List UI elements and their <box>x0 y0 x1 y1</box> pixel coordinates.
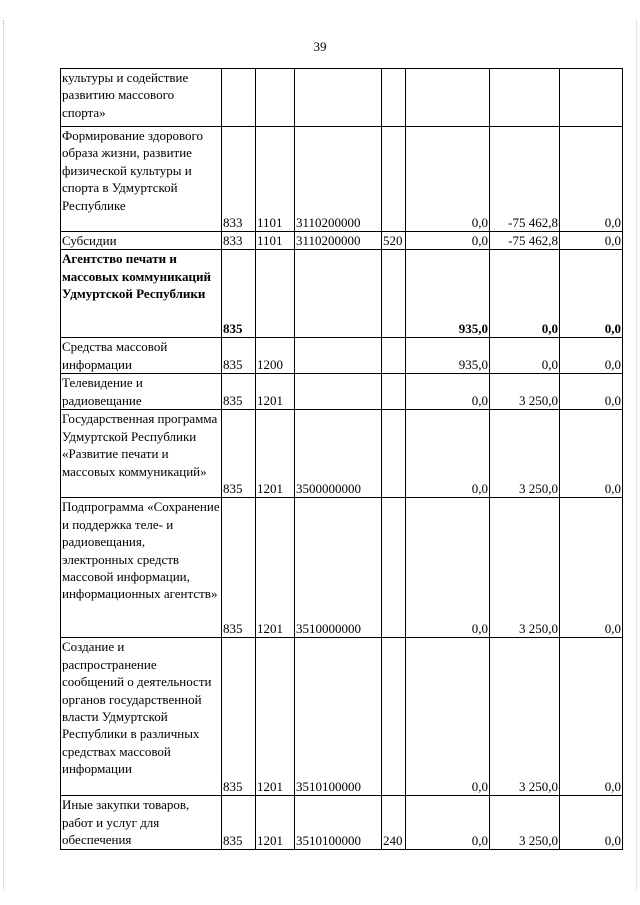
cell-csr: 3510000000 <box>295 498 382 638</box>
cell-ved: 835 <box>222 250 256 338</box>
cell-ved: 835 <box>222 498 256 638</box>
cell-value-3: 0,0 <box>560 374 623 410</box>
budget-table <box>60 68 623 850</box>
cell-csr: 3500000000 <box>295 410 382 498</box>
cell-ved: 835 <box>222 338 256 374</box>
cell-value-1: 0,0 <box>406 638 490 796</box>
cell-vr <box>382 127 406 232</box>
cell-vr <box>382 410 406 498</box>
cell-value-1: 0,0 <box>406 410 490 498</box>
cell-ved: 833 <box>222 232 256 250</box>
cell-vr <box>382 338 406 374</box>
cell-vr: 520 <box>382 232 406 250</box>
scan-edge-left <box>3 20 4 890</box>
cell-ved: 835 <box>222 796 256 850</box>
cell-value-2 <box>490 69 560 127</box>
cell-csr: 3110200000 <box>295 127 382 232</box>
row-name: Телевидение и радиовещание <box>61 374 222 410</box>
table-row <box>61 250 623 338</box>
cell-value-2: -75 462,8 <box>490 127 560 232</box>
cell-csr: 3510100000 <box>295 796 382 850</box>
cell-vr <box>382 498 406 638</box>
cell-ved: 835 <box>222 374 256 410</box>
table-row <box>61 127 623 232</box>
row-name: Иные закупки товаров, работ и услуг для обеспечения <box>61 796 222 850</box>
row-name: Подпрограмма «Сохранение и поддержка теле- и радиовещания, электронных средств массовой информации, информационных агентств» <box>61 498 222 638</box>
cell-vr <box>382 374 406 410</box>
cell-value-2: 3 250,0 <box>490 796 560 850</box>
cell-csr: 3110200000 <box>295 232 382 250</box>
cell-vr <box>382 638 406 796</box>
row-name: Государственная программа Удмуртской Республики «Развитие печати и массовых коммуникаций» <box>61 410 222 498</box>
table-row <box>61 232 623 250</box>
row-name: культуры и содействие развитию массового спорта» <box>61 69 222 127</box>
cell-value-1: 0,0 <box>406 232 490 250</box>
cell-razdel: 1101 <box>256 127 295 232</box>
cell-value-1 <box>406 69 490 127</box>
cell-razdel: 1101 <box>256 232 295 250</box>
table-row <box>61 69 623 127</box>
cell-value-3: 0,0 <box>560 638 623 796</box>
cell-value-1: 0,0 <box>406 796 490 850</box>
cell-vr <box>382 250 406 338</box>
cell-vr: 240 <box>382 796 406 850</box>
scan-edge-right <box>636 20 637 890</box>
cell-value-2: 3 250,0 <box>490 374 560 410</box>
cell-csr: 3510100000 <box>295 638 382 796</box>
cell-razdel: 1200 <box>256 338 295 374</box>
cell-value-3 <box>560 69 623 127</box>
cell-value-2: 3 250,0 <box>490 498 560 638</box>
cell-csr <box>295 250 382 338</box>
cell-value-2: 3 250,0 <box>490 410 560 498</box>
cell-value-2: -75 462,8 <box>490 232 560 250</box>
row-name: Средства массовой информации <box>61 338 222 374</box>
cell-razdel: 1201 <box>256 498 295 638</box>
cell-value-3: 0,0 <box>560 250 623 338</box>
row-name: Создание и распространение сообщений о деятельности органов государственной власти Удмуртской Республики в различных средствах массовой информации <box>61 638 222 796</box>
table-row <box>61 498 623 638</box>
table-row <box>61 796 623 850</box>
cell-value-1: 0,0 <box>406 498 490 638</box>
cell-value-3: 0,0 <box>560 410 623 498</box>
cell-csr <box>295 374 382 410</box>
row-name: Субсидии <box>61 232 222 250</box>
cell-csr <box>295 69 382 127</box>
cell-razdel: 1201 <box>256 374 295 410</box>
cell-value-1: 935,0 <box>406 250 490 338</box>
cell-vr <box>382 69 406 127</box>
cell-value-3: 0,0 <box>560 127 623 232</box>
cell-value-1: 0,0 <box>406 127 490 232</box>
cell-ved <box>222 69 256 127</box>
table-row <box>61 374 623 410</box>
table-row <box>61 638 623 796</box>
cell-razdel: 1201 <box>256 796 295 850</box>
cell-razdel <box>256 69 295 127</box>
cell-razdel: 1201 <box>256 638 295 796</box>
cell-razdel: 1201 <box>256 410 295 498</box>
row-name: Агентство печати и массовых коммуникаций Удмуртской Республики <box>61 250 222 338</box>
cell-value-3: 0,0 <box>560 796 623 850</box>
table-row <box>61 410 623 498</box>
cell-value-2: 0,0 <box>490 338 560 374</box>
table-row <box>61 338 623 374</box>
cell-value-2: 0,0 <box>490 250 560 338</box>
row-name: Формирование здорового образа жизни, развитие физической культуры и спорта в Удмуртской Республике <box>61 127 222 232</box>
cell-value-3: 0,0 <box>560 498 623 638</box>
cell-ved: 835 <box>222 410 256 498</box>
cell-ved: 835 <box>222 638 256 796</box>
cell-value-3: 0,0 <box>560 338 623 374</box>
page-number: 39 <box>313 39 327 54</box>
cell-value-3: 0,0 <box>560 232 623 250</box>
cell-csr <box>295 338 382 374</box>
cell-ved: 833 <box>222 127 256 232</box>
cell-value-2: 3 250,0 <box>490 638 560 796</box>
cell-value-1: 935,0 <box>406 338 490 374</box>
cell-razdel <box>256 250 295 338</box>
cell-value-1: 0,0 <box>406 374 490 410</box>
